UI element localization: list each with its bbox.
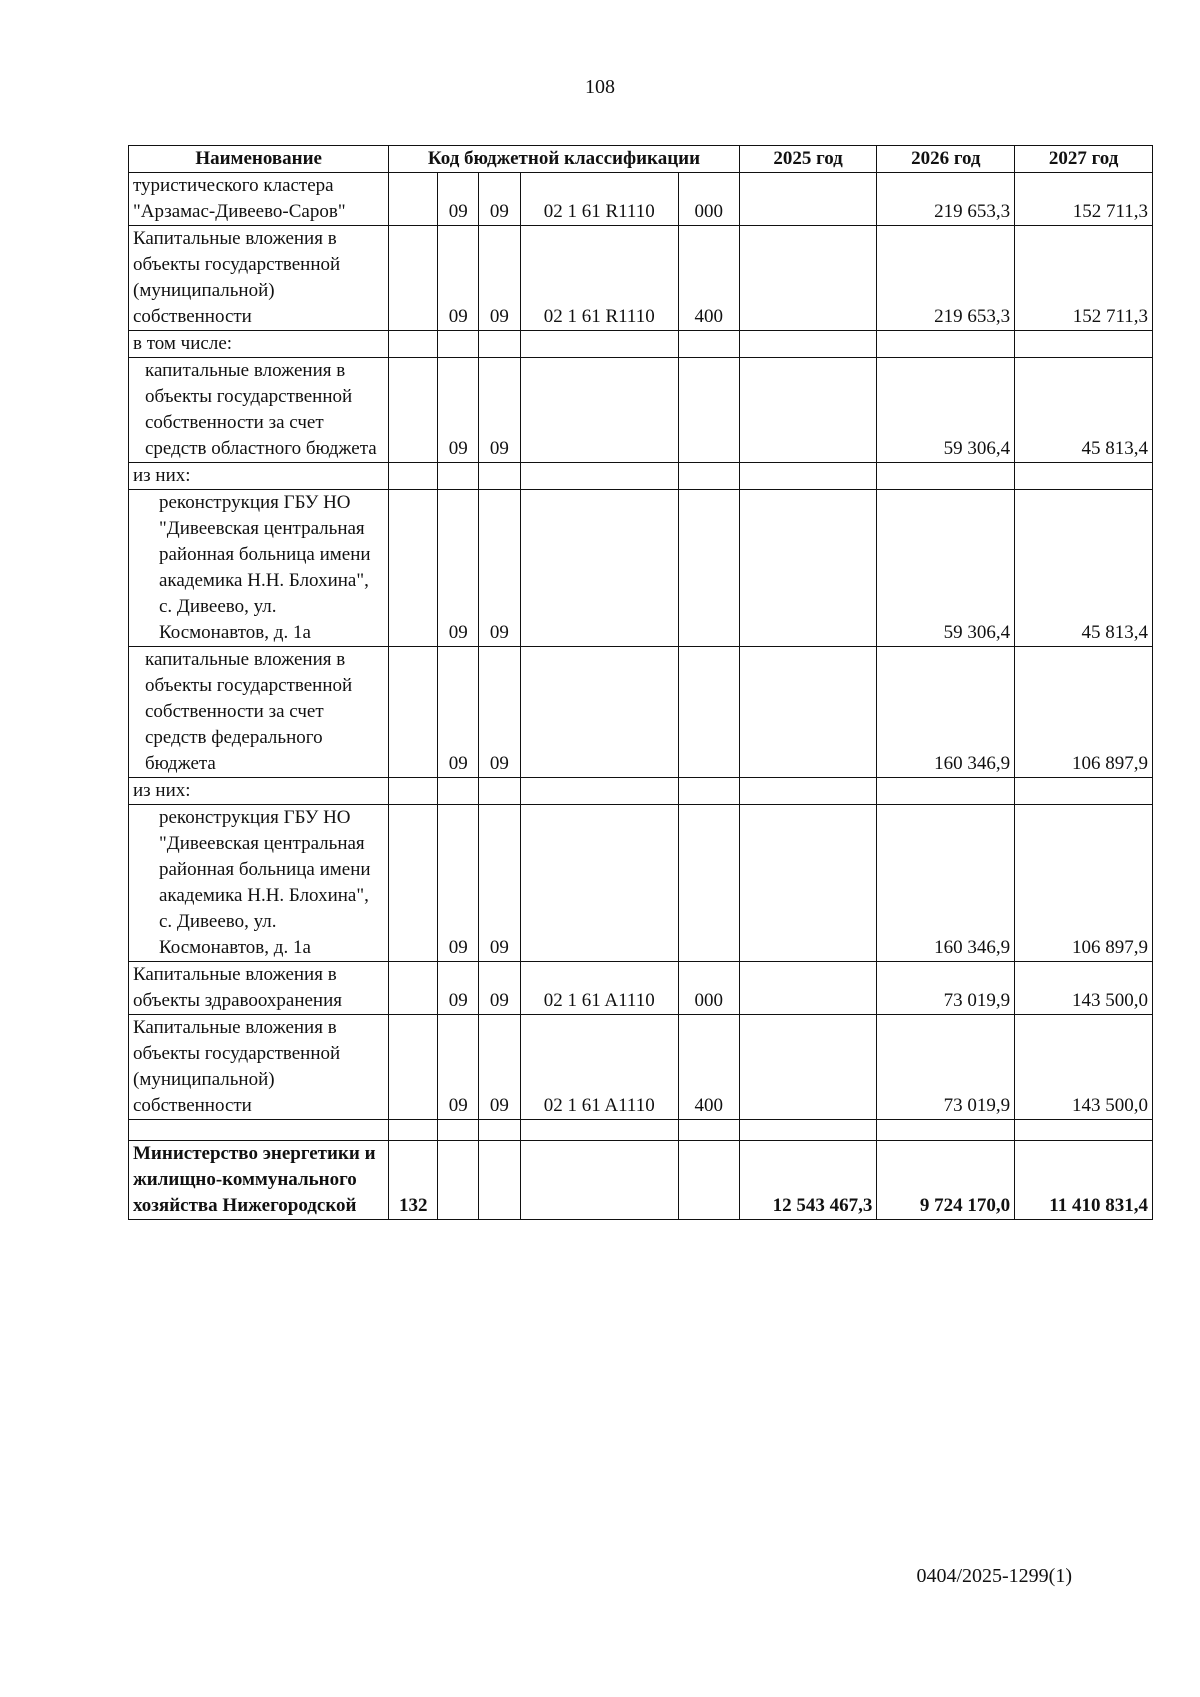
code-expense-type — [678, 331, 739, 358]
value-2027 — [1015, 1120, 1153, 1141]
value-2026: 73 019,9 — [877, 1015, 1015, 1120]
code-target — [520, 463, 678, 490]
budget-table — [128, 145, 1153, 1220]
value-2025 — [739, 962, 877, 1015]
value-2025 — [739, 331, 877, 358]
code-expense-type — [678, 463, 739, 490]
code-target — [520, 331, 678, 358]
row-name — [129, 1120, 389, 1141]
header-2026: 2026 год — [877, 146, 1015, 173]
value-2026: 160 346,9 — [877, 805, 1015, 962]
table-row-spacer — [129, 1120, 1153, 1141]
header-code: Код бюджетной классификации — [389, 146, 739, 173]
row-name: в том числе: — [129, 331, 389, 358]
value-2027: 45 813,4 — [1015, 358, 1153, 463]
code-expense-type: 000 — [678, 173, 739, 226]
code-target: 02 1 61 R1110 — [520, 173, 678, 226]
code-section — [438, 778, 479, 805]
table-header-row — [129, 146, 1153, 173]
header-2027: 2027 год — [1015, 146, 1153, 173]
code-target — [520, 1141, 678, 1220]
code-ministry — [389, 962, 438, 1015]
value-2027 — [1015, 331, 1153, 358]
code-section — [438, 1120, 479, 1141]
value-2026 — [877, 331, 1015, 358]
value-2026 — [877, 1120, 1015, 1141]
code-expense-type: 400 — [678, 226, 739, 331]
code-section — [438, 1141, 479, 1220]
code-section — [438, 463, 479, 490]
table-row — [129, 358, 1153, 463]
value-2027 — [1015, 463, 1153, 490]
code-target: 02 1 61 R1110 — [520, 226, 678, 331]
code-section: 09 — [438, 805, 479, 962]
value-2026: 219 653,3 — [877, 173, 1015, 226]
value-2025 — [739, 1015, 877, 1120]
table-row — [129, 173, 1153, 226]
value-2026 — [877, 463, 1015, 490]
code-expense-type: 400 — [678, 1015, 739, 1120]
row-name: Министерство энергетики и жилищно-коммунального хозяйства Нижегородской — [129, 1141, 389, 1220]
row-name: из них: — [129, 463, 389, 490]
value-2025 — [739, 1120, 877, 1141]
code-expense-type — [678, 647, 739, 778]
row-name: реконструкция ГБУ НО "Дивеевская центральная районная больница имени академика Н.Н. Блохина", с. Дивеево, ул. Космонавтов, д. 1а — [129, 490, 389, 647]
value-2025 — [739, 647, 877, 778]
code-expense-type — [678, 1120, 739, 1141]
row-name: Капитальные вложения в объекты государственной (муниципальной) собственности — [129, 1015, 389, 1120]
value-2025 — [739, 778, 877, 805]
code-section: 09 — [438, 1015, 479, 1120]
value-2025 — [739, 358, 877, 463]
code-subsection: 09 — [479, 490, 520, 647]
code-ministry — [389, 490, 438, 647]
code-target — [520, 490, 678, 647]
value-2025 — [739, 226, 877, 331]
code-subsection — [479, 1141, 520, 1220]
code-expense-type — [678, 358, 739, 463]
code-subsection: 09 — [479, 805, 520, 962]
code-target — [520, 805, 678, 962]
code-expense-type — [678, 490, 739, 647]
value-2025 — [739, 463, 877, 490]
value-2026: 219 653,3 — [877, 226, 1015, 331]
code-section: 09 — [438, 962, 479, 1015]
code-subsection: 09 — [479, 173, 520, 226]
code-section: 09 — [438, 226, 479, 331]
code-ministry — [389, 805, 438, 962]
code-ministry — [389, 1120, 438, 1141]
table-row — [129, 647, 1153, 778]
code-target: 02 1 61 A1110 — [520, 1015, 678, 1120]
code-subsection — [479, 1120, 520, 1141]
code-section: 09 — [438, 490, 479, 647]
value-2027: 106 897,9 — [1015, 647, 1153, 778]
value-2026: 9 724 170,0 — [877, 1141, 1015, 1220]
document-code: 0404/2025-1299(1) — [916, 1565, 1072, 1587]
table-row — [129, 778, 1153, 805]
row-name: Капитальные вложения в объекты государственной (муниципальной) собственности — [129, 226, 389, 331]
code-subsection: 09 — [479, 1015, 520, 1120]
code-section: 09 — [438, 647, 479, 778]
code-ministry — [389, 358, 438, 463]
table-row — [129, 962, 1153, 1015]
code-ministry — [389, 647, 438, 778]
value-2027: 152 711,3 — [1015, 226, 1153, 331]
code-section: 09 — [438, 358, 479, 463]
value-2025: 12 543 467,3 — [739, 1141, 877, 1220]
value-2025 — [739, 805, 877, 962]
row-name: из них: — [129, 778, 389, 805]
code-expense-type — [678, 805, 739, 962]
code-ministry — [389, 463, 438, 490]
code-subsection — [479, 331, 520, 358]
table-row — [129, 226, 1153, 331]
code-ministry — [389, 778, 438, 805]
value-2027 — [1015, 778, 1153, 805]
table-row — [129, 463, 1153, 490]
code-ministry — [389, 226, 438, 331]
header-name: Наименование — [129, 146, 389, 173]
table-row — [129, 1015, 1153, 1120]
code-subsection — [479, 778, 520, 805]
code-expense-type: 000 — [678, 962, 739, 1015]
code-ministry — [389, 331, 438, 358]
code-section — [438, 331, 479, 358]
code-target — [520, 647, 678, 778]
value-2025 — [739, 173, 877, 226]
page-number: 108 — [585, 76, 615, 98]
code-subsection: 09 — [479, 226, 520, 331]
code-target: 02 1 61 A1110 — [520, 962, 678, 1015]
value-2026: 59 306,4 — [877, 358, 1015, 463]
value-2027: 152 711,3 — [1015, 173, 1153, 226]
row-name: Капитальные вложения в объекты здравоохранения — [129, 962, 389, 1015]
code-subsection: 09 — [479, 962, 520, 1015]
value-2025 — [739, 490, 877, 647]
row-name: реконструкция ГБУ НО "Дивеевская центральная районная больница имени академика Н.Н. Блохина", с. Дивеево, ул. Космонавтов, д. 1а — [129, 805, 389, 962]
table-row — [129, 331, 1153, 358]
code-target — [520, 358, 678, 463]
value-2026: 73 019,9 — [877, 962, 1015, 1015]
code-target — [520, 1120, 678, 1141]
code-subsection: 09 — [479, 358, 520, 463]
code-target — [520, 778, 678, 805]
value-2027: 11 410 831,4 — [1015, 1141, 1153, 1220]
value-2027: 45 813,4 — [1015, 490, 1153, 647]
row-name: капитальные вложения в объекты государственной собственности за счет средств федерального бюджета — [129, 647, 389, 778]
code-section: 09 — [438, 173, 479, 226]
value-2027: 106 897,9 — [1015, 805, 1153, 962]
code-expense-type — [678, 778, 739, 805]
code-ministry — [389, 173, 438, 226]
value-2026: 160 346,9 — [877, 647, 1015, 778]
row-name: туристического кластера "Арзамас-Дивеево-Саров" — [129, 173, 389, 226]
header-2025: 2025 год — [739, 146, 877, 173]
table-row — [129, 805, 1153, 962]
value-2026: 59 306,4 — [877, 490, 1015, 647]
code-expense-type — [678, 1141, 739, 1220]
code-ministry: 132 — [389, 1141, 438, 1220]
row-name: капитальные вложения в объекты государственной собственности за счет средств областного бюджета — [129, 358, 389, 463]
value-2027: 143 500,0 — [1015, 962, 1153, 1015]
code-subsection: 09 — [479, 647, 520, 778]
code-ministry — [389, 1015, 438, 1120]
table-row-ministry — [129, 1141, 1153, 1220]
code-subsection — [479, 463, 520, 490]
value-2027: 143 500,0 — [1015, 1015, 1153, 1120]
table-row — [129, 490, 1153, 647]
value-2026 — [877, 778, 1015, 805]
